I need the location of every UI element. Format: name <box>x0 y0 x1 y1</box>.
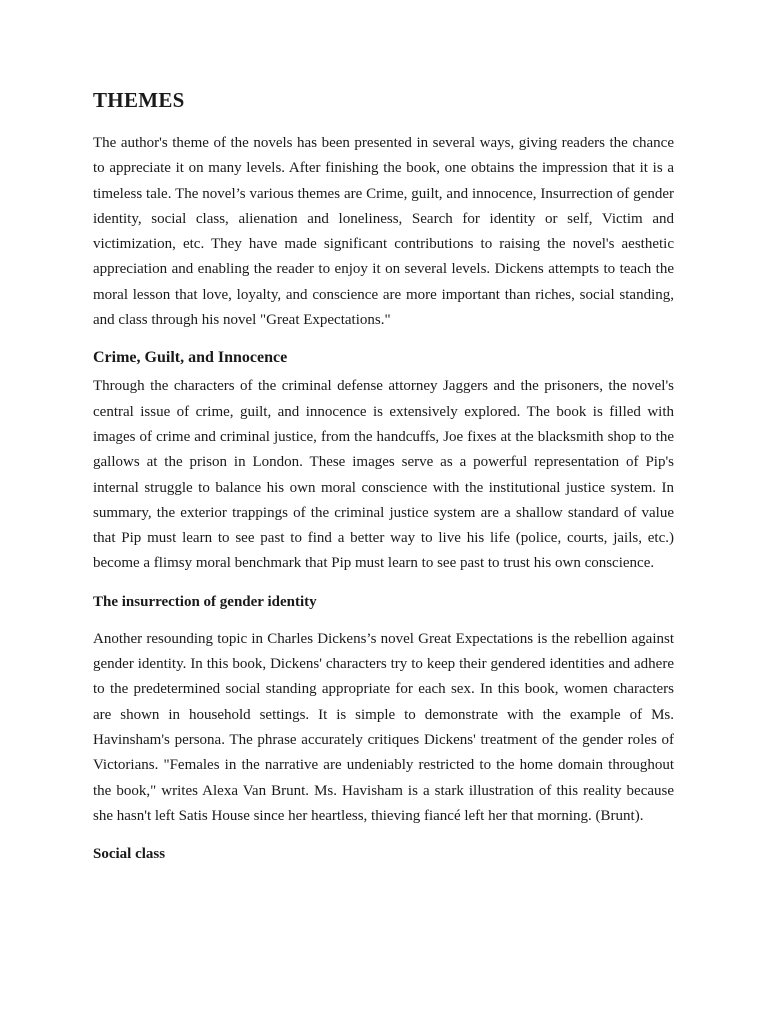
section-body-gender-identity: Another resounding topic in Charles Dickens’s novel Great Expectations is the rebellion against gender identity. In this book, Dickens' characters try to keep their gendered identities and adhere to the predetermined social standing appropriate for each sex. In this book, women characters are shown in household settings. It is simple to demonstrate with the example of Ms. Havinsham's persona. The phrase accurately critiques Dickens' treatment of the gender roles of Victorians. "Females in the narrative are undeniably restricted to the home domain throughout the book," writes Alexa Van Brunt. Ms. Havisham is a stark illustration of this reality because she hasn't left Satis House since her heartless, thieving fiancé left her that morning. (Brunt). <box>93 630 674 824</box>
section-heading-gender-identity: The insurrection of gender identity <box>93 593 317 610</box>
document-page <box>93 86 674 865</box>
section-body-crime-guilt-innocence: Through the characters of the criminal defense attorney Jaggers and the prisoners, the novel's central issue of crime, guilt, and innocence is extensively explored. The book is filled with images of crime and criminal justice, from the handcuffs, Joe fixes at the blacksmith shop to the gallows at the prison in London. These images serve as a powerful representation of Pip's internal struggle to balance his own moral conscience with the institutional justice system. In summary, the exterior trappings of the criminal justice system are a shallow standard of value that Pip must learn to see past to find a better way to live his life (police, courts, jails, etc.) become a flimsy moral benchmark that Pip must learn to see past to trust his own conscience. <box>93 378 674 572</box>
section-heading-crime-guilt-innocence: Crime, Guilt, and Innocence <box>93 349 288 367</box>
section-heading-social-class: Social class <box>93 846 166 863</box>
page-title: THEMES <box>93 88 185 112</box>
intro-paragraph: The author's theme of the novels has been presented in several ways, giving readers the chance to appreciate it on many levels. After finishing the book, one obtains the impression that it is a timeless tale. The novel’s various themes are Crime, guilt, and innocence, Insurrection of gender identity, social class, alienation and loneliness, Search for identity or self, Victim and victimization, etc. They have made significant contributions to raising the novel's aesthetic appreciation and enabling the reader to enjoy it on several levels. Dickens attempts to teach the moral lesson that love, loyalty, and conscience are more important than riches, social standing, and class through his novel "Great Expectations." <box>93 135 674 329</box>
